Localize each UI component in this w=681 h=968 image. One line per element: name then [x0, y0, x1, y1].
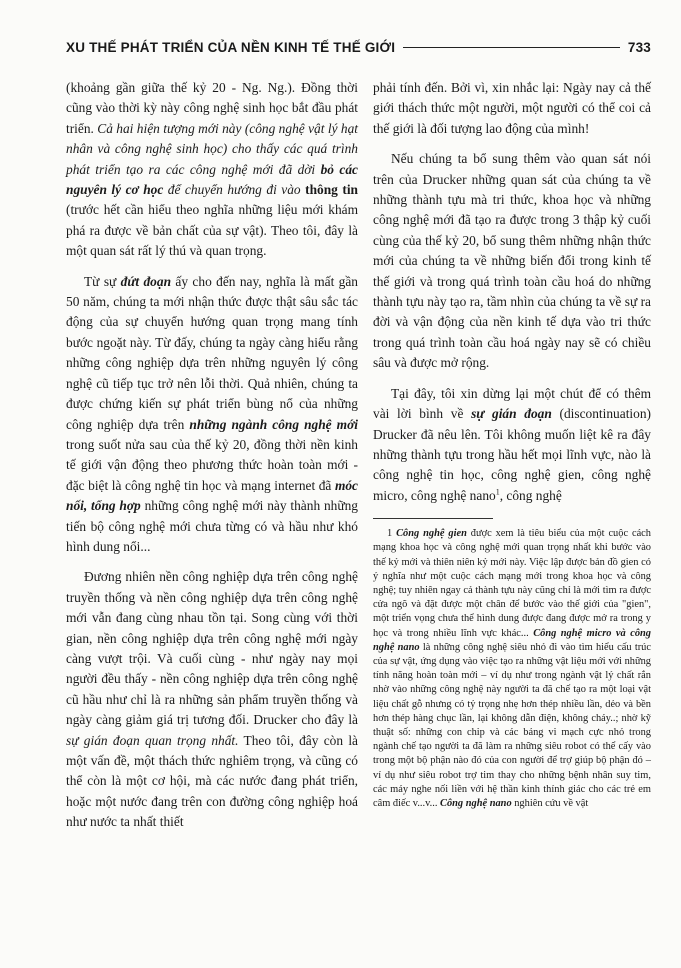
body-columns	[66, 78, 651, 843]
text-run: (khoảng gần giữa thế kỷ 20 - Ng. Ng.). Đồng thời cũng vào thời kỳ này công nghệ sinh học bắt đầu phát triển.	[66, 80, 358, 136]
running-header	[66, 40, 651, 55]
text-run: là những công nghệ siêu nhỏ đi vào tìm hiểu cấu trúc của sự vật, ứng dụng vào việc tạo ra những vật liệu mới với những tính năng hoàn toàn mới – ví dụ như trong ngành vật lý chất rắn nhờ vào những công nghệ này người ta đã chế tạo ra một loại vật liệu chất gỗ nhưng có tỷ trọng nhẹ hơn thép nhiều lần, dẻo và bền hơn thép hàng chục lần, lại không dẫn điện, không cháy..; nhờ kỹ thuật số: những con chip và các bảng vi mạch cực nhỏ trong ngành chế tạo người ta đã làm ra những siêu robot có thể cấy vào trong một bộ phận nào đó của con người để trợ giúp bộ phận đó – ví dụ như siêu robot trợ tim thay cho những bệnh nhân suy tim, các máy nghe nối liền với hệ thần kinh thính giác cho các trẻ em câm điếc v...v...	[373, 641, 651, 809]
text-run: (discontinuation) Drucker đã nêu lên. Tôi không muốn liệt kê ra đây những thành tựu trong hầu hết mọi lĩnh vực, nào là công nghệ tin học, công nghệ gien, công nghệ micro, công nghệ nano	[373, 406, 651, 503]
text-run: 1	[495, 487, 500, 497]
text-run: móc nối, tổng hợp	[66, 477, 358, 514]
text-run: để chuyển hướng đi vào	[163, 182, 306, 198]
text-run: Tại đây, tôi xin dừng lại một chút để có thêm vài lời bình về	[373, 385, 651, 422]
paragraph	[66, 78, 358, 262]
text-run: thông tin	[305, 182, 358, 198]
text-run: Công nghệ micro và công nghệ nano	[373, 627, 651, 653]
paragraph	[373, 78, 651, 139]
paragraph	[66, 272, 358, 558]
paragraph	[373, 149, 651, 373]
text-run: (trước hết cần hiểu theo nghĩa những liệu mới khám phá ra được về bản chất của sự vật). Theo tôi, đây là một quan sát rất lý thú và quan trọng.	[66, 202, 358, 259]
text-run: phải tính đến. Bởi vì, xin nhắc lại: Ngày nay cả thế giới thách thức một người, một người có thể coi cả thế giới là đối tượng lao động của mình!	[373, 80, 651, 136]
text-run: Công nghệ nano	[440, 797, 512, 809]
text-run: Nếu chúng ta bổ sung thêm vào quan sát nói trên của Drucker những quan sát của chúng ta về những thành tựu mà tri thức, khoa học và những công nghệ mới đã tạo ra được trong 3 thập kỷ cuối cùng của thế kỷ 20, bổ sung thêm những nhận thức mới của chúng ta về những biến đổi trong kinh tế thế giới và trong quá trình toàn cầu hoá do những thành tựu này tạo ra, tầm nhìn của chúng ta về sự ra đời và vận động của nền kinh tế dựa vào tri thức trong quá trình toàn cầu hoá ngày nay sẽ có chiều sâu và được mở rộng.	[373, 151, 651, 371]
footnote-rule	[373, 518, 493, 519]
left-column	[66, 78, 358, 843]
text-run: Cả hai hiện tượng mới này (công nghệ vật lý hạt nhân và công nghệ sinh học) cho thấy các quá trình phát triển tạo ra các công nghệ mới đã dời	[66, 120, 359, 177]
text-run: , công nghệ	[499, 487, 562, 503]
text-run: được xem là tiêu biểu của một cuộc cách mạng khoa học và công nghệ mới quan trọng nhất khi bước vào thế kỷ mới và thiên niên kỷ mới này. Việc lập được bản đồ gien có ý nghĩa như một cuộc cách mạng mới trong khoa học và công nghệ; tuy nhiên ngay cả thành tựu này cũng chỉ là mới tìm ra được cửa ngõ và đặt được một chân để bước vào thế giới của "gien", một triển vọng chưa thể hình dung được đang được mở ra trong y học và trong nhiều lĩnh vực khác...	[373, 528, 651, 639]
text-run: trong suốt nửa sau của thế kỷ 20, đồng thời nền kinh tế giới vận động theo phương thức hoàn toàn mới - đặc biệt là công nghệ tin học và mạng internet đã	[66, 436, 358, 493]
right-column	[373, 78, 651, 843]
text-run: ấy cho đến nay, nghĩa là mất gần 50 năm, chúng ta mới nhận thức được thật sâu sắc tác động của sự chuyển hướng quan trọng mang tính bước ngoặt này. Từ đấy, chúng ta ngày càng hiểu rằng những công nghiệp dựa trên những nguyên lý công nghệ cũ tiếp tục trở nên lỗi thời. Quả nhiên, chúng ta được chứng kiến sự phát triển bùng nổ của những công nghiệp dựa trên	[66, 273, 358, 432]
text-run: Từ sự	[84, 273, 121, 289]
text-run: 1	[387, 528, 393, 540]
text-run: sự gián đoạn	[471, 406, 552, 422]
text-run: nghiên cứu về vật	[511, 797, 589, 809]
text-run: Theo tôi, đây còn là một vấn đề, một thách thức nghiêm trọng, và cũng có thể còn là một cơ hội, mà các nước đang phát triển, hoặc một nước đang trên con đường công nghiệp hoá như nước ta nhất thiết	[66, 732, 358, 830]
text-run: sự gián đoạn quan trọng nhất.	[66, 732, 239, 748]
header-rule	[403, 47, 620, 48]
text-run: bỏ các nguyên lý cơ học	[66, 161, 358, 198]
footnote	[373, 527, 651, 811]
paragraph	[66, 567, 358, 832]
text-run: những ngành công nghệ mới	[189, 416, 358, 432]
text-run: những công nghệ mới này thành những tiến bộ công nghệ mới chưa từng có và hầu như khó hình dung nổi...	[66, 498, 359, 554]
page-number: 733	[627, 40, 651, 55]
paragraph	[373, 384, 651, 506]
text-run: Đương nhiên nền công nghiệp dựa trên công nghệ truyền thống và nền công nghiệp dựa trên công nghệ mới vẫn đang cùng nhau tồn tại. Song cùng với thời gian, nền công nghiệp dựa trên công nghệ mới ngày càng vượt trội. Và cuối cùng - như ngày nay mọi người đều thấy - nền công nghiệp dựa trên công nghệ cũ hầu như chỉ là ra những sản phẩm truyền thống và ngày càng giảm giá trị tương đối. Drucker cho đây là	[66, 569, 358, 728]
text-run: Công nghệ gien	[396, 528, 467, 540]
text-run: đứt đoạn	[120, 273, 172, 289]
running-title: XU THẾ PHÁT TRIỂN CỦA NỀN KINH TẾ THẾ GIỚI	[66, 40, 396, 55]
